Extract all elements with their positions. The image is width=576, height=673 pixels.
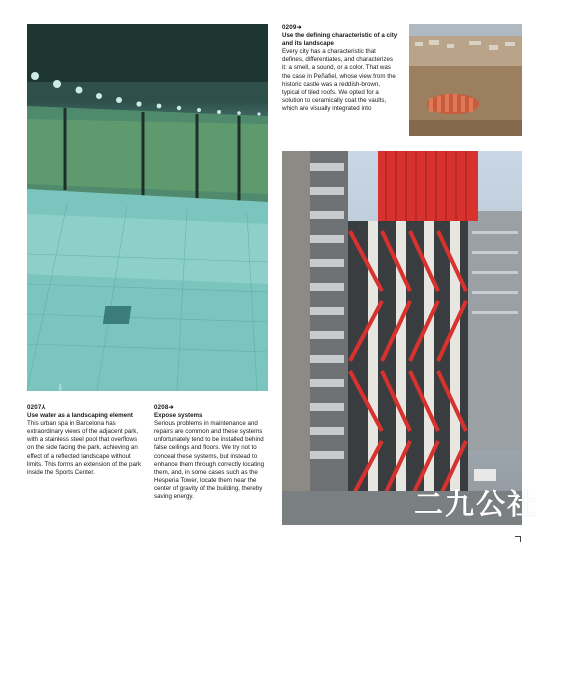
caption-0208 bbox=[154, 404, 274, 501]
photo-tower bbox=[282, 151, 571, 669]
caption-0209-body: Every city has a characteristic that defines, differentiates, and characterizes it: a smell, a sound, or a color. That was the case in Peñafiel, whose view from the historic castle was a reddish-brown, typical of tiled roofs. We opted for a solution to ceramically coat the vaults, which are visually integrated into bbox=[282, 48, 396, 112]
arrow-right-icon: ➔ bbox=[168, 404, 174, 411]
photo-credit-tower: © Alejo Bagué bbox=[566, 641, 571, 669]
photo-aerial bbox=[409, 24, 522, 136]
tower-illustration bbox=[282, 151, 522, 525]
caption-0209-number: 0209➔ bbox=[282, 24, 302, 31]
photo-credit-pool: © Rafael Vargas bbox=[57, 384, 62, 416]
caption-0207-body: This urban spa in Barcelona has extraordinary views of the adjacent park, with a stainless steel pool that overflows on the side facing the park, achieving an effect of a reflected landscape without limits. This forms an extension of the park inside the Sports Center. bbox=[27, 420, 142, 476]
caption-0209 bbox=[282, 24, 399, 113]
pool-illustration bbox=[27, 24, 268, 391]
watermark: 二九公社 bbox=[414, 487, 539, 521]
tree-icon: ⅄ bbox=[41, 404, 46, 411]
caption-0207-title: Use water as a landscaping element bbox=[27, 412, 133, 420]
caption-0207 bbox=[27, 404, 145, 477]
caption-0208-number: 0208➔ bbox=[154, 404, 174, 411]
caption-0209-title: Use the defining characteristic of a city and its landscape bbox=[282, 32, 398, 48]
caption-0208-body: Serious problems in maintenance and repairs are common and these systems unfortunately tend to be installed behind false ceilings and floors. We try not to conceal these systems, but instead to enhance them through correctly locating them, and, in some cases such as the Hesperia Tower, locate them near the center of gravity of the building, thereby saving energy. bbox=[154, 420, 265, 501]
aerial-illustration bbox=[409, 24, 522, 136]
caption-0208-title: Expose systems bbox=[154, 412, 203, 420]
corner-mark bbox=[515, 536, 521, 542]
caption-0207-number: 0207⅄ bbox=[27, 404, 46, 411]
arrow-right-icon: ➔ bbox=[296, 24, 302, 31]
